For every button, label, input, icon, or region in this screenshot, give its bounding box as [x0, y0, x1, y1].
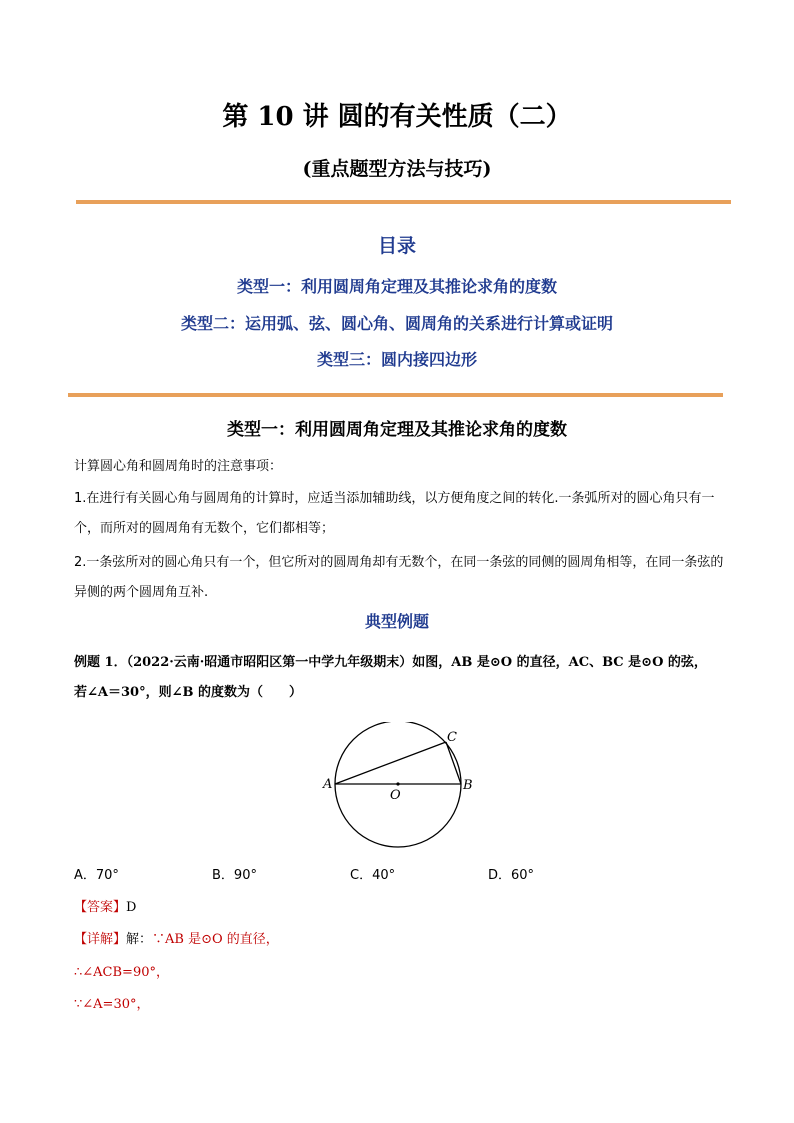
toc-item-2: 类型二：运用弧、弦、圆心角、圆周角的关系进行计算或证明 [180, 314, 613, 333]
chord-ac [335, 742, 446, 784]
toc-item-3: 类型三：圆内接四边形 [316, 350, 477, 369]
option-c: C．40° [350, 868, 396, 883]
example-question-line-1: 例题 1．（2022·云南·昭通市昭阳区第一中学九年级期末）如图，AB 是⊙O 的直径，AC、BC 是⊙O 的弦， [74, 655, 707, 670]
answer-tag: 【答案】 [74, 900, 127, 915]
circle-figure [320, 722, 480, 862]
divider-bottom [68, 393, 723, 397]
toc-heading: 目录 [377, 235, 416, 257]
detail-step-1: ∵AB 是⊙O 的直径， [152, 932, 279, 947]
page-subtitle: (重点题型方法与技巧) [302, 158, 492, 180]
option-b: B．90° [212, 868, 257, 883]
detail-tag: 【详解】 [74, 932, 127, 947]
section-point-1: 1.在进行有关圆心角与圆周角的计算时，应适当添加辅助线，以方便角度之间的转化.一条弧所对的圆心角只有一个，而所对的圆周角有无数个，它们都相等； [74, 491, 715, 536]
label-o: O [390, 788, 401, 803]
answer-line [74, 896, 136, 915]
answer-value: D [126, 900, 137, 915]
divider-top [76, 200, 731, 204]
label-c: C [447, 730, 457, 745]
center-point [396, 782, 399, 785]
section-point-2: 2.一条弦所对的圆心角只有一个，但它所对的圆周角却有无数个，在同一条弦的同侧的圆周角相等，在同一条弦的异侧的两个圆周角互补. [74, 555, 724, 600]
section-heading: 类型一：利用圆周角定理及其推论求角的度数 [227, 420, 567, 440]
example-question-line-2: 若∠A＝30°，则∠B 的度数为（ ） [74, 685, 302, 700]
page-title: 第 10 讲 圆的有关性质（二） [222, 102, 572, 132]
detail-intro: 解： [126, 932, 153, 947]
section-intro: 计算圆心角和圆周角时的注意事项： [74, 459, 283, 474]
label-a: A [323, 777, 333, 792]
chord-bc [446, 742, 461, 784]
toc-item-1: 类型一：利用圆周角定理及其推论求角的度数 [236, 277, 557, 296]
detail-line [74, 928, 279, 947]
detail-step-3: ∵∠A=30°， [74, 997, 150, 1012]
option-a: A．70° [74, 868, 119, 883]
label-b: B [463, 778, 473, 793]
examples-heading: 典型例题 [364, 612, 429, 631]
detail-step-2: ∴∠ACB=90°， [74, 965, 169, 980]
option-d: D．60° [488, 868, 535, 883]
